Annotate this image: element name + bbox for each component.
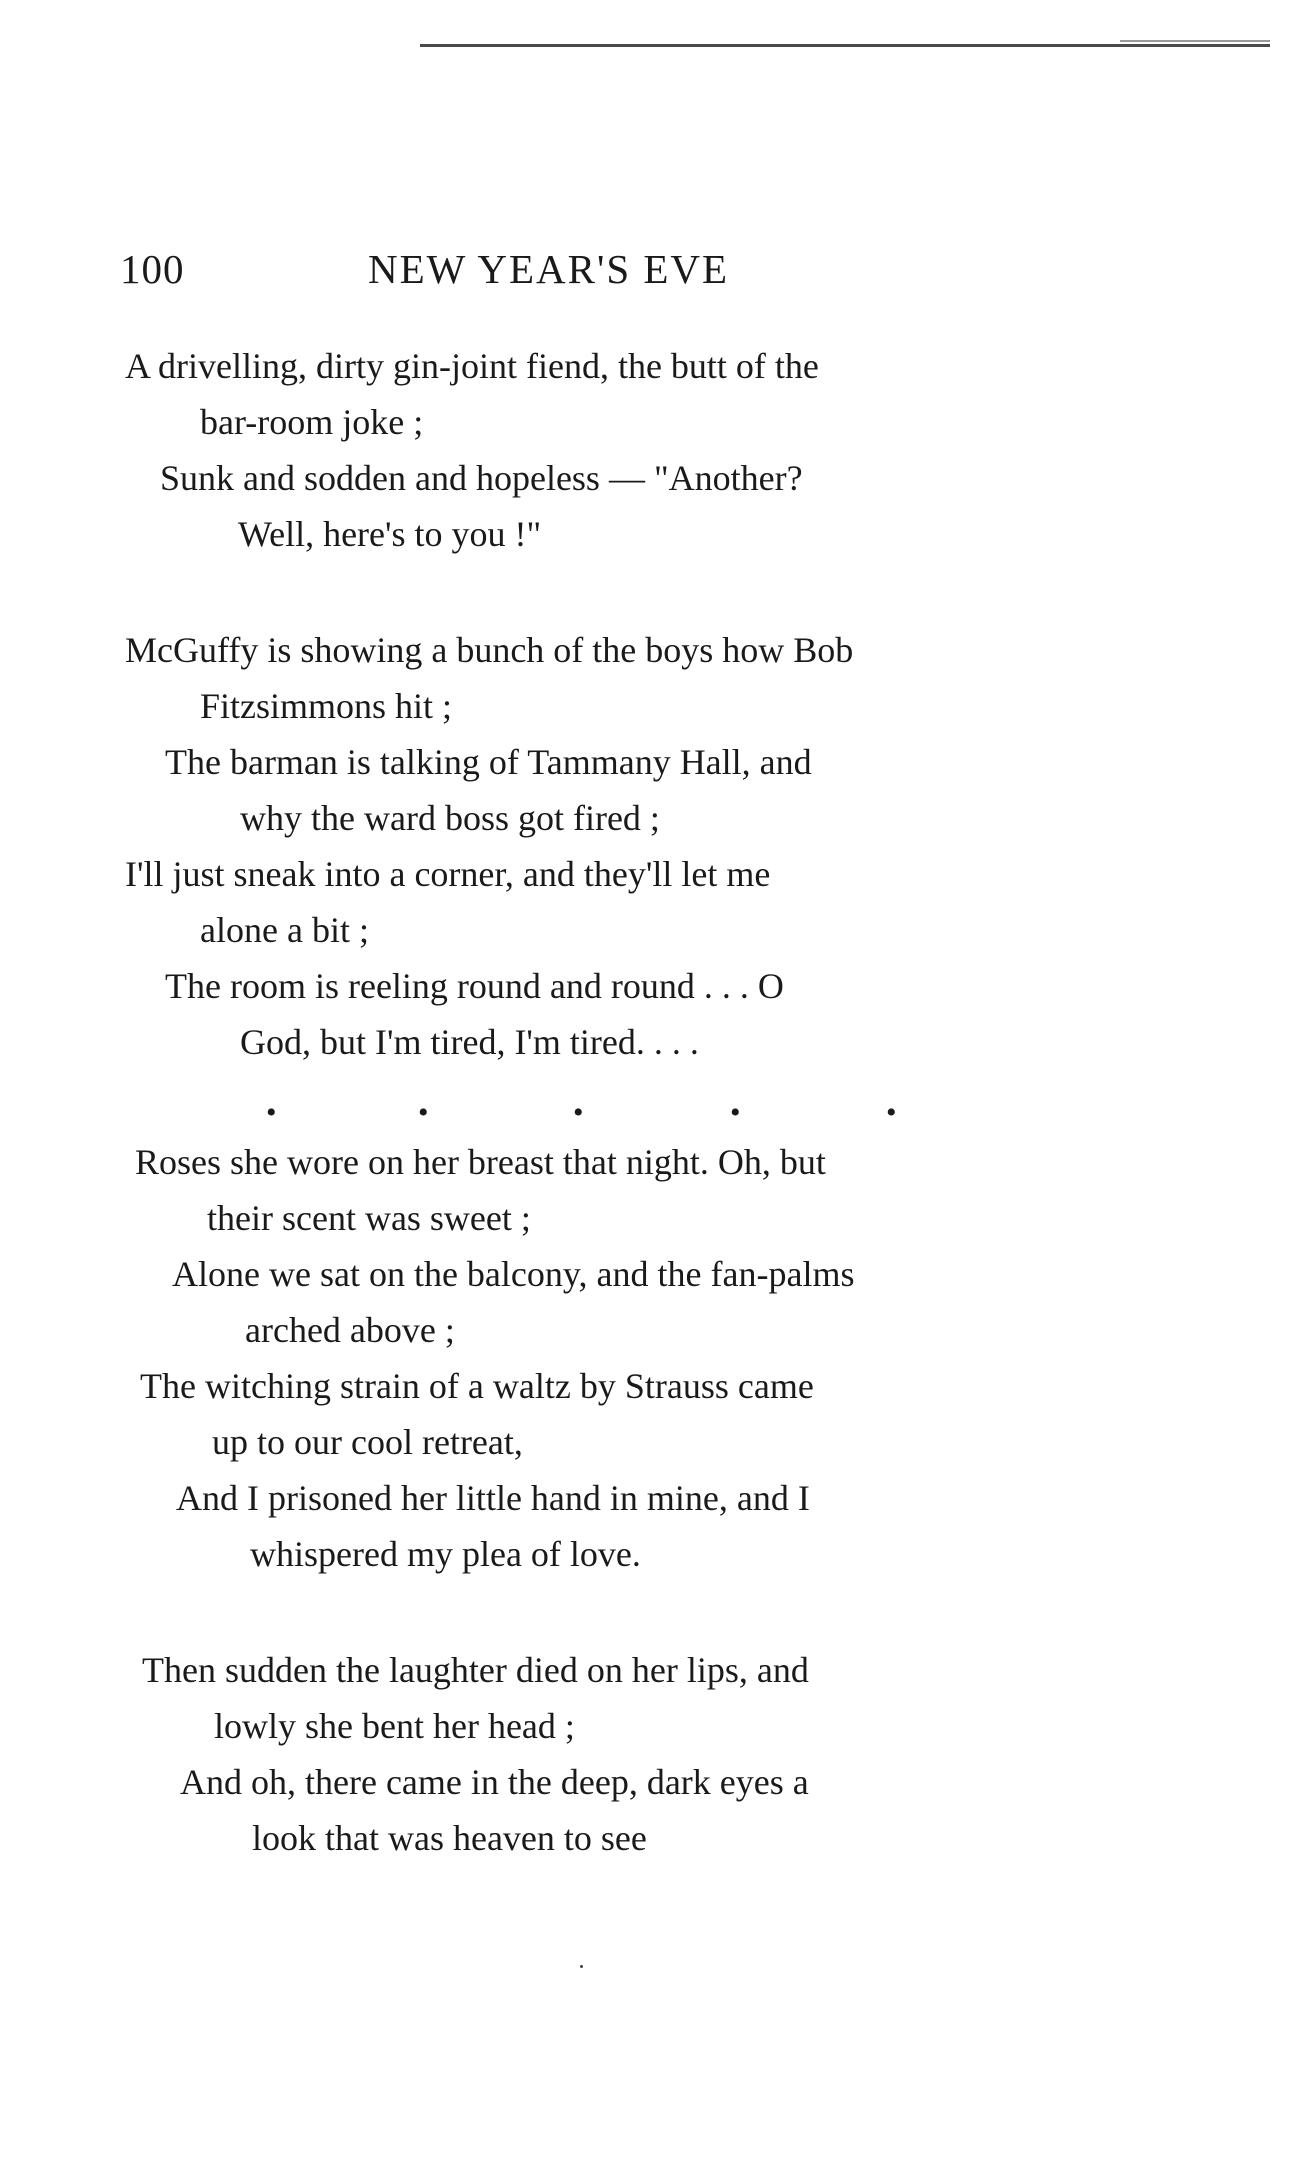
- poem-line: Sunk and sodden and hopeless — "Another?: [160, 458, 803, 498]
- poem-line: And oh, there came in the deep, dark eyes a: [180, 1762, 809, 1802]
- separator-dot: •: [730, 1096, 741, 1129]
- top-rule-faint: [1120, 40, 1270, 42]
- poem-line: look that was heaven to see: [252, 1818, 647, 1858]
- poem-line: God, but I'm tired, I'm tired. . . .: [240, 1022, 699, 1062]
- poem-line: The room is reeling round and round . . . O: [165, 966, 784, 1006]
- poem-line: bar-room joke ;: [200, 402, 424, 442]
- poem-line: lowly she bent her head ;: [214, 1706, 575, 1746]
- poem-line: whispered my plea of love.: [250, 1534, 641, 1574]
- poem-line: arched above ;: [245, 1310, 455, 1350]
- poem-line: Then sudden the laughter died on her lips, and: [142, 1650, 809, 1690]
- poem-line: Roses she wore on her breast that night. Oh, but: [135, 1142, 826, 1182]
- poem-line: The witching strain of a waltz by Strauss came: [140, 1366, 814, 1406]
- stray-ink-mark: [580, 1965, 583, 1968]
- poem-line: Well, here's to you !": [238, 514, 542, 554]
- poem-line: A drivelling, dirty gin-joint fiend, the butt of the: [125, 346, 819, 386]
- poem-line: I'll just sneak into a corner, and they'll let me: [125, 854, 771, 894]
- running-header: [120, 245, 729, 293]
- separator-dot: •: [418, 1096, 429, 1129]
- poem-line: alone a bit ;: [200, 910, 369, 950]
- poem-line: Fitzsimmons hit ;: [200, 686, 453, 726]
- poem-line: McGuffy is showing a bunch of the boys how Bob: [125, 630, 854, 670]
- poem-line: Alone we sat on the balcony, and the fan-palms: [172, 1254, 855, 1294]
- separator-dot: •: [573, 1096, 584, 1129]
- poem-line: The barman is talking of Tammany Hall, and: [165, 742, 812, 782]
- separator-dot: •: [886, 1096, 897, 1129]
- top-rule: [420, 44, 1270, 47]
- section-separator: [0, 1098, 1294, 1128]
- poem-line: why the ward boss got fired ;: [240, 798, 660, 838]
- page-number: 100: [120, 246, 185, 292]
- poem-line: And I prisoned her little hand in mine, and I: [176, 1478, 810, 1518]
- running-title: NEW YEAR'S EVE: [368, 246, 730, 292]
- poem-line: up to our cool retreat,: [212, 1422, 523, 1462]
- poem-line: their scent was sweet ;: [207, 1198, 531, 1238]
- separator-dot: •: [266, 1096, 277, 1129]
